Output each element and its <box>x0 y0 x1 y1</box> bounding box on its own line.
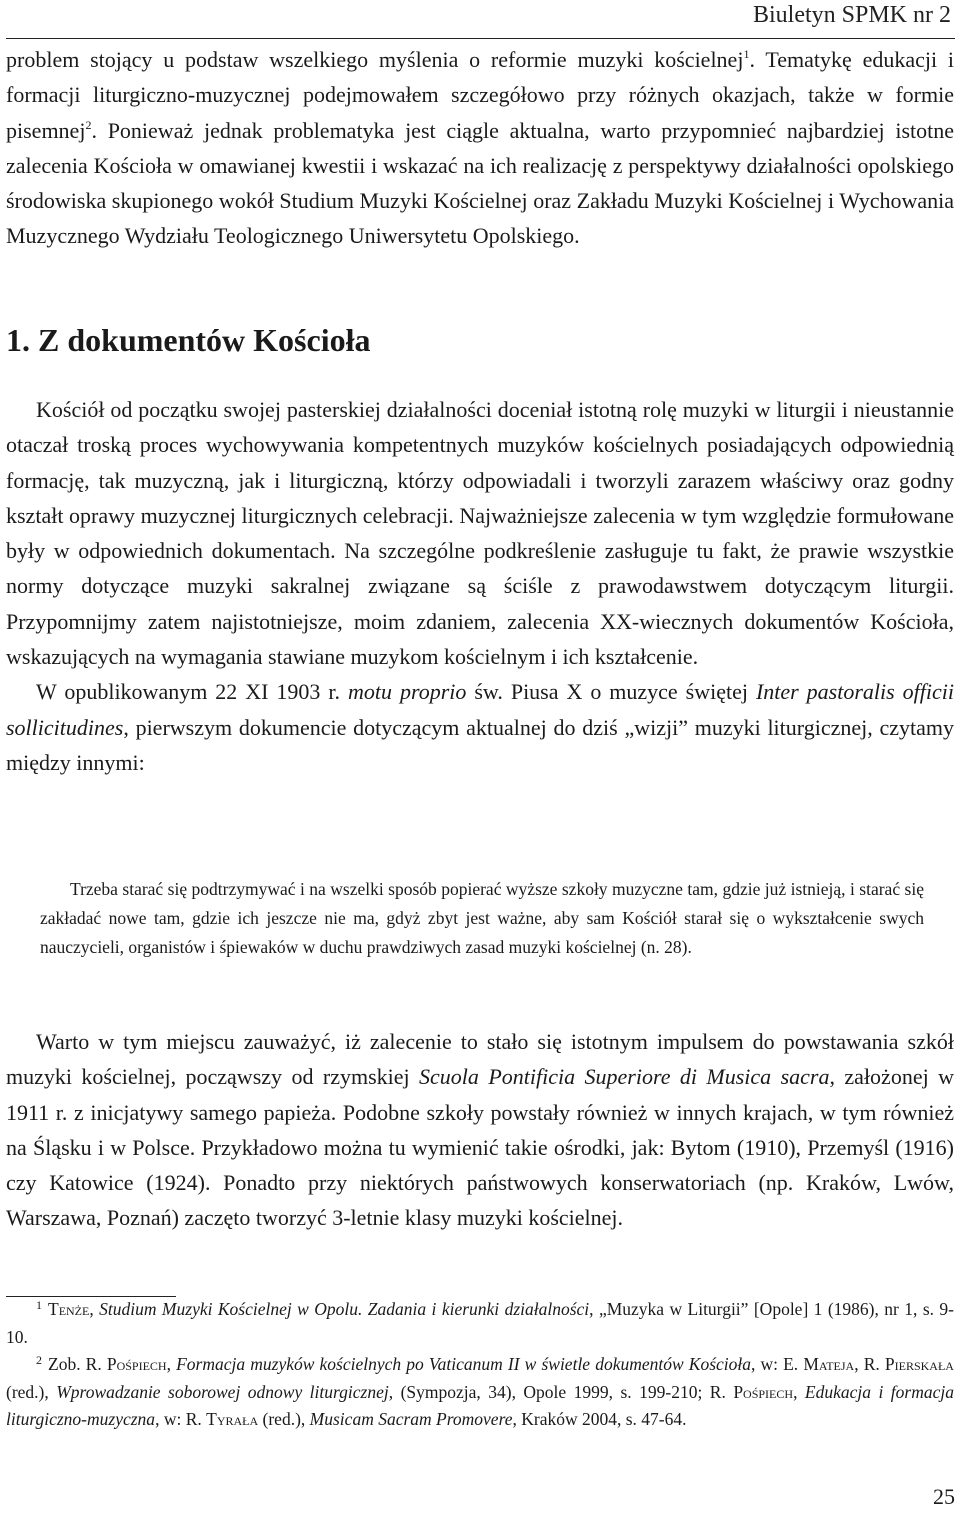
intro-paragraph <box>6 42 954 254</box>
footnote-2-number: 2 <box>36 1353 42 1367</box>
section-paragraph-1: Kościół od początku swojej pasterskiej działalności doceniał istotną rolę muzyki w liturgii i nieustannie otaczał troską proces wychowywania kompetentnych muzyków kościelnych posiadających odpowiednią formację, tak muzyczną, jak i liturgiczną, którzy odpowiadali i tworzyli zarazem właściwy oraz godny kształt oprawy muzycznej liturgicznych celebracji. Najważniejsze zalecenia w tym względzie formułowane były w odpowiednich dokumentach. Na szczególne podkreślenie zasługuje tu fakt, że prawie wszystkie normy dotyczące muzyki sakralnej związane są ściśle z prawodawstwem dotyczącym liturgii. Przypomnijmy zatem najistotniejsze, moim zdaniem, zalecenia XX-wiecznych dokumentów Kościoła, wskazujących na wymagania stawiane muzykom kościelnym i ich kształcenie. <box>6 397 954 670</box>
section-body <box>6 392 954 780</box>
journal-title: Biuletyn SPMK nr 2 <box>752 2 951 28</box>
footnote-1-number: 1 <box>36 1298 42 1312</box>
footnote-2-title-3: Edukacja i formacja liturgiczno-muzyczna <box>6 1381 954 1429</box>
footnote-2-text-j: , Kraków 2004, s. 47-64. <box>512 1409 687 1429</box>
footnote-2 <box>6 1351 954 1434</box>
footnote-ref-2[interactable]: 2 <box>85 117 92 132</box>
footnote-2-text-b: , <box>166 1354 177 1374</box>
quote-text: Trzeba starać się podtrzymywać i na wszelki sposób popierać wyższe szkoły muzyczne tam, gdzie już istnieją, i starać się zakładać nowe tam, gdzie ich jeszcze nie ma, gdyż zbyt jest ważne, aby sam Kościół starał się o wykształcenie swych nauczycieli, organistów i śpiewaków w duchu prawdziwych zasad muzyki kościelnej (n. 28). <box>40 879 924 957</box>
intro-text-a: problem stojący u podstaw wszelkiego myślenia o reformie muzyki kościelnej <box>6 47 744 72</box>
footnote-1 <box>6 1296 954 1351</box>
footnote-2-title-4: Musicam Sacram Promovere <box>309 1409 513 1429</box>
footnote-1-author: Tenże <box>48 1299 90 1319</box>
after-quote-paragraph <box>6 1024 954 1236</box>
footnote-2-text-f: , (Sympozja, 34), Opole 1999, s. 199-210; R. <box>388 1381 734 1402</box>
intro-text-b: . Tematykę edukacji i formacji liturgiczno-muzycznej podejmowałem szczegółowo przy różnych okazjach, także w formie pisemnej <box>6 47 954 143</box>
intro-text-c: . Ponieważ jednak problematyka jest ciągle aktualna, warto przypomnieć najbardziej istotne zalecenia Kościoła w omawianej kwestii i wskazać na ich realizację z perspektywy działalności opolskiego środowiska skupionego wokół Studium Muzyki Kościelnej oraz Zakładu Muzyki Kościelnej i Wychowania Muzycznego Wydziału Teologicznego Uniwersytetu Opolskiego. <box>6 117 954 249</box>
footnotes <box>6 1296 954 1434</box>
footnote-2-text-e: (red.), <box>6 1381 57 1402</box>
footnote-2-author-5: Tyrała <box>206 1409 259 1429</box>
after-text-b: , założonej w 1911 r. z inicjatywy samego papieża. Podobne szkoły powstały również w innych krajach, w tym również na Śląsku i w Polsce. Przykładowo można tu wymienić takie ośrodki, jak: Bytom (1910), Przemyśl (1916) czy Katowice (1924). Ponadto przy niektórych państwowych konserwatoriach (np. Kraków, Lwów, Warszawa, Poznań) zaczęto tworzyć 3-letnie klasy muzyki kościelnej. <box>6 1064 955 1231</box>
footnote-2-text-i: (red.), <box>258 1409 310 1429</box>
after-text-a: Warto w tym miejscu zauważyć, iż zalecenie to stało się istotnym impulsem do powstawania szkół muzyki kościelnej, począwszy od rzymskiej <box>6 1029 954 1090</box>
school-name-italic: Scuola Pontificia Superiore di Musica sacra <box>419 1064 830 1090</box>
footnote-2-text-a: Zob. R. <box>48 1354 107 1374</box>
footnote-2-author-3: Pierskała <box>884 1354 954 1374</box>
footnote-1-sep: , <box>89 1299 100 1319</box>
footnote-2-text-d: , R. <box>854 1354 885 1374</box>
motu-proprio-term: motu proprio <box>347 679 467 705</box>
footnote-ref-1[interactable]: 1 <box>743 47 750 61</box>
running-header <box>6 0 955 39</box>
section-p2-text-c: , pierwszym dokumencie dotyczącym aktualnej do dziś „wizji” muzyki liturgicznej, czytamy między innymi: <box>6 714 954 775</box>
document-title-inter-pastoralis: Inter pastoralis officii sollicitudines <box>6 679 954 740</box>
footnote-2-title-1: Formacja muzyków kościelnych po Vaticanum II w świetle dokumentów Kościoła <box>176 1354 751 1374</box>
footnote-2-author-1: Pośpiech <box>106 1354 167 1374</box>
footnote-2-author-4: Pośpiech <box>733 1381 794 1402</box>
section-paragraph-2 <box>6 674 954 780</box>
page-number: 25 <box>933 1484 955 1509</box>
footnote-1-title: Studium Muzyki Kościelnej w Opolu. Zadania i kierunki działalności <box>99 1299 590 1319</box>
footnote-2-title-2: Wprowadzanie soborowej odnowy liturgicznej <box>56 1381 389 1402</box>
footnote-2-author-2: Mateja <box>803 1354 855 1374</box>
section-p2-text-a: W opublikowanym 22 XI 1903 r. <box>36 679 348 705</box>
footnote-2-text-h: , w: R. <box>155 1409 207 1429</box>
section-p2-text-b: św. Piusa X o muzyce świętej <box>466 679 756 705</box>
footnote-2-text-g: , <box>793 1381 805 1402</box>
footnote-2-text-c: , w: E. <box>751 1354 804 1374</box>
footnote-1-rest: , „Muzyka w Liturgii” [Opole] 1 (1986), nr 1, s. 9-10. <box>6 1299 954 1347</box>
block-quote <box>40 875 924 962</box>
section-heading: 1. Z dokumentów Kościoła <box>6 322 371 358</box>
